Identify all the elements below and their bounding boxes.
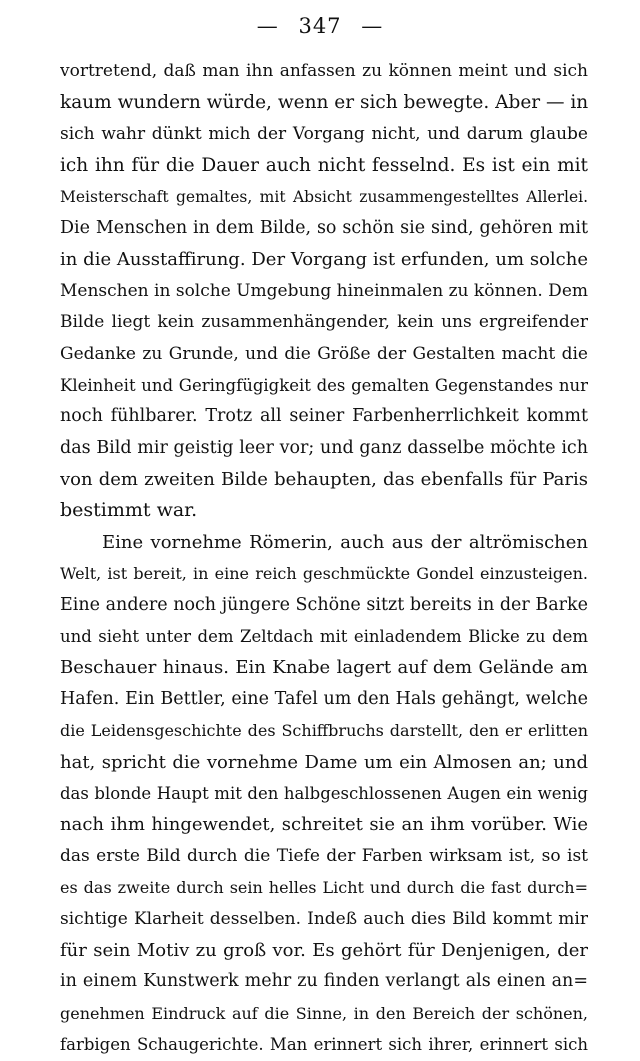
header-dash-right: —	[361, 14, 384, 38]
text-line: farbigen Schaugerichte. Man erinnert sich ihrer, erinnert sich	[60, 1035, 588, 1055]
text-line: Menschen in solche Umgebung hineinmalen zu können. Dem	[60, 280, 588, 301]
text-line: Hafen. Ein Bettler, eine Tafel um den Hals gehängt, welche	[60, 688, 588, 709]
text-line: sichtige Klarheit desselben. Indeß auch dies Bild kommt mir	[60, 908, 588, 929]
text-line: Gedanke zu Grunde, und die Größe der Gestalten macht die	[60, 343, 588, 364]
text-line: ich ihn für die Dauer auch nicht fesselnd. Es ist ein mit	[60, 155, 588, 177]
text-line: das Bild mir geistig leer vor; und ganz dasselbe möchte ich	[60, 437, 588, 458]
text-line: genehmen Eindruck auf die Sinne, in den Bereich der schönen,	[60, 1003, 588, 1023]
text-line: für sein Motiv zu groß vor. Es gehört für Denjenigen, der	[60, 939, 588, 961]
body-text	[60, 56, 588, 1061]
text-line: noch fühlbarer. Trotz all seiner Farbenherrlichkeit kommt	[60, 406, 588, 427]
paragraph-end-line: bestimmt war.	[60, 499, 198, 522]
text-line: vortretend, daß man ihn anfassen zu können meint und sich	[60, 61, 588, 81]
text-line: das blonde Haupt mit den halbgeschlossenen Augen ein wenig	[60, 783, 588, 803]
text-line: Bilde liegt kein zusammenhängender, kein uns ergreifender	[60, 312, 588, 333]
page-number: 347	[298, 14, 342, 38]
text-line: Die Menschen in dem Bilde, so schön sie sind, gehören mit	[60, 217, 588, 238]
text-line: hat, spricht die vornehme Dame um ein Almosen an; und	[60, 751, 588, 773]
paragraph-start-line: Eine vornehme Römerin, auch aus der altrömischen	[102, 531, 588, 553]
header-dash-left: —	[256, 14, 279, 38]
text-line: und sieht unter dem Zeltdach mit einladendem Blicke zu dem	[60, 627, 588, 647]
page-header	[0, 14, 640, 38]
text-line: Beschauer hinaus. Ein Knabe lagert auf dem Gelände am	[60, 657, 588, 679]
text-line: von dem zweiten Bilde behaupten, das ebenfalls für Paris	[60, 469, 588, 491]
text-line: sich wahr dünkt mich der Vorgang nicht, und darum glaube	[60, 123, 588, 144]
text-line: in einem Kunstwerk mehr zu finden verlangt als einen an=	[60, 971, 588, 992]
text-line: Eine andere noch jüngere Schöne sitzt bereits in der Barke	[60, 594, 588, 615]
text-line: die Leidensgeschichte des Schiffbruchs darstellt, den er erlitten	[60, 721, 588, 741]
text-line: Meisterschaft gemaltes, mit Absicht zusammengestelltes Allerlei.	[60, 187, 588, 206]
text-line: das erste Bild durch die Tiefe der Farben wirksam ist, so ist	[60, 845, 588, 866]
text-line: nach ihm hingewendet, schreitet sie an ihm vorüber. Wie	[60, 814, 588, 836]
text-line: es das zweite durch sein helles Licht und durch die fast durch=	[60, 878, 588, 898]
text-line: Kleinheit und Geringfügigkeit des gemalten Gegenstandes nur	[60, 375, 588, 395]
text-line: kaum wundern würde, wenn er sich bewegte. Aber — in	[60, 92, 588, 114]
text-line: in die Ausstaffirung. Der Vorgang ist erfunden, um solche	[60, 249, 588, 271]
text-line: Welt, ist bereit, in eine reich geschmückte Gondel einzusteigen.	[60, 564, 588, 584]
